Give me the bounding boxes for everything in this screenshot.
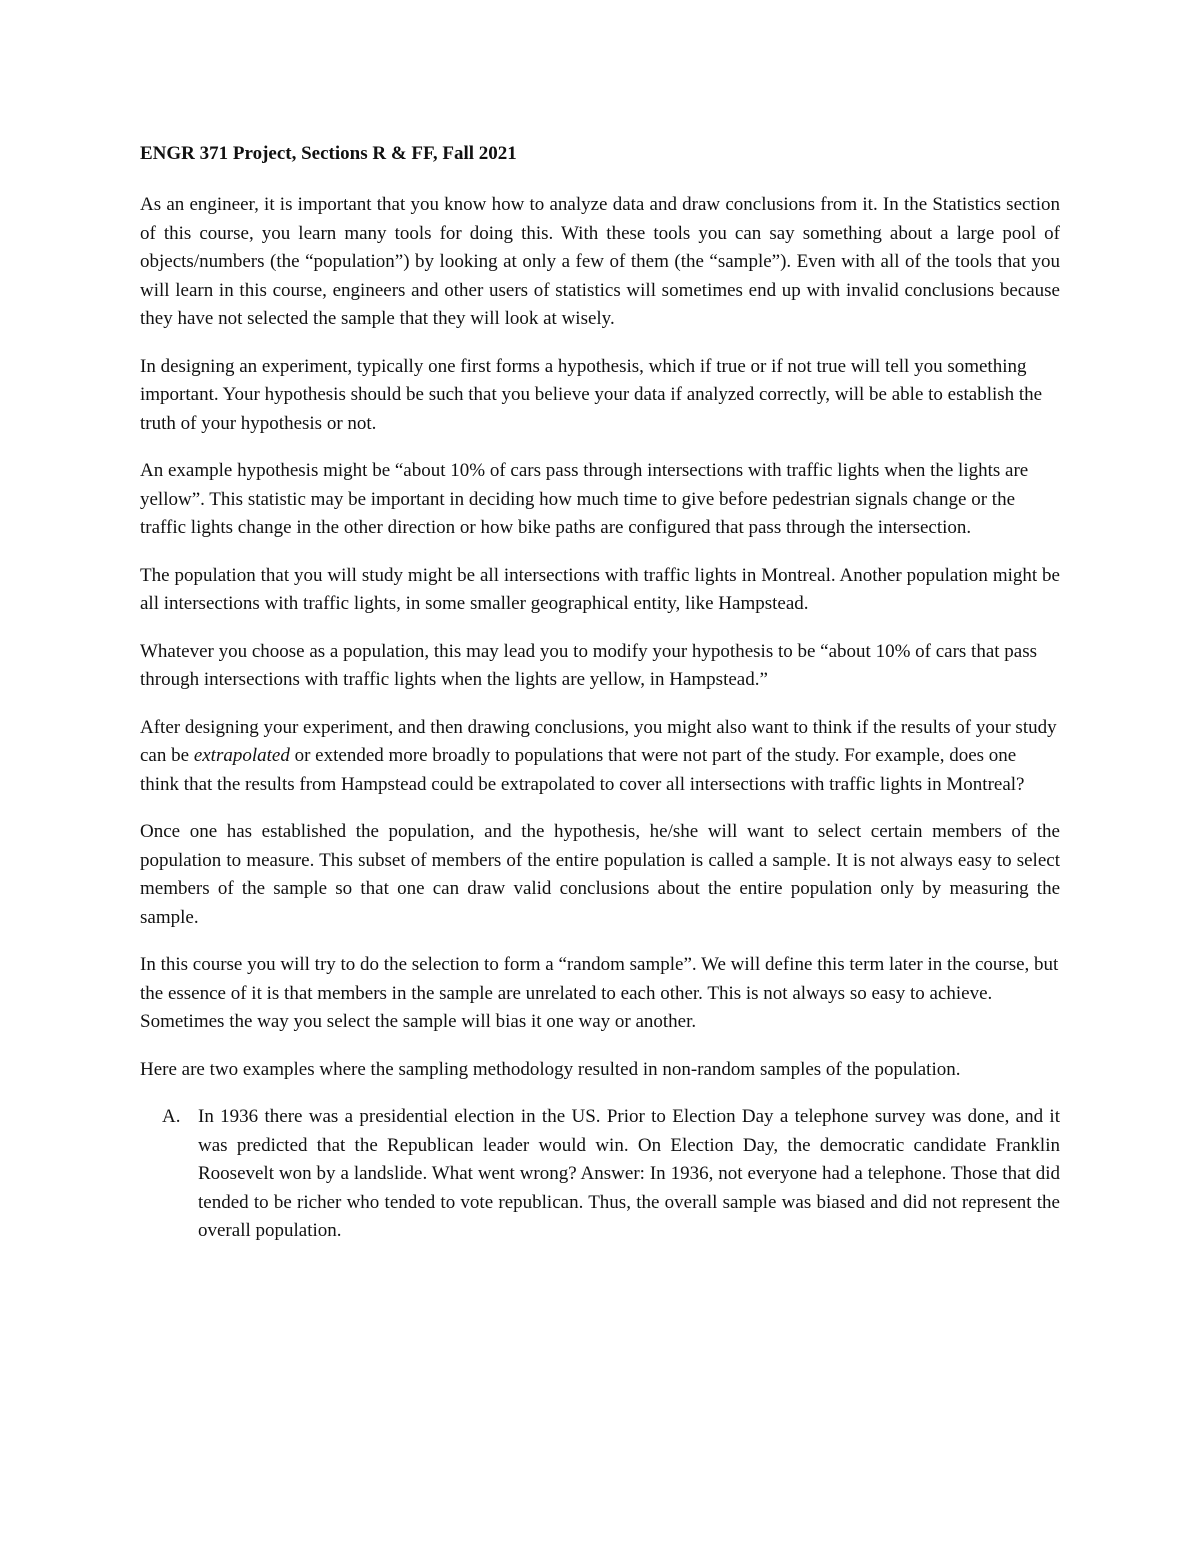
paragraph-sample: Once one has established the population, and the hypothesis, he/she will want to select certain members of the population to measure. This subset of members of the entire population is called a sample. It is not always easy to select members of the sample so that one can draw valid conclusions about the entire population only by measuring the sample. <box>140 821 1060 928</box>
list-marker: A. <box>162 1106 181 1127</box>
paragraph-extrapolation <box>140 714 1060 800</box>
paragraph-example-hypothesis: An example hypothesis might be “about 10% of cars pass through intersections with traffic lights when the lights are yellow”. This statistic may be important in deciding how much time to give before pedestrian signals change or the traffic lights change in the other direction or how bike paths are configured that pass through the intersection. <box>140 460 1029 538</box>
paragraph-modify-hypothesis: Whatever you choose as a population, this may lead you to modify your hypothesis to be “about 10% of cars that pass through intersections with traffic lights when the lights are yellow, in Hampstead.” <box>140 640 1038 690</box>
paragraph-hypothesis: In designing an experiment, typically one first forms a hypothesis, which if true or if not true will tell you something important. Your hypothesis should be such that you believe your data if analyzed correctly, will be able to establish the truth of your hypothesis or not. <box>140 355 1043 434</box>
document-title: ENGR 371 Project, Sections R & FF, Fall 2021 <box>140 143 517 164</box>
examples-list-wrapper <box>140 1103 1060 1246</box>
extrapolation-text-after: or extended more broadly to populations that were not part of the study. For example, does one think that the results from Hampstead could be extrapolated to cover all intersections with traffic lights in Montreal? <box>140 745 1025 795</box>
paragraph-examples-intro: Here are two examples where the sampling methodology resulted in non-random samples of the population. <box>140 1058 961 1080</box>
paragraph-random-sample: In this course you will try to do the selection to form a “random sample”. We will define this term later in the course, but the essence of it is that members in the sample are unrelated to each other. This is not always so easy to achieve. Sometimes the way you select the sample will bias it one way or another. <box>140 954 1059 1032</box>
paragraph-intro: As an engineer, it is important that you know how to analyze data and draw conclusions from it. In the Statistics section of this course, you learn many tools for doing this. With these tools you can say something about a large pool of objects/numbers (the “population”) by looking at only a few of them (the “sample”). Even with all of the tools that you will learn in this course, engineers and other users of statistics will sometimes end up with invalid conclusions because they have not selected the sample that they will look at wisely. <box>140 194 1060 329</box>
list-item <box>162 1103 1060 1246</box>
list-item-text: In 1936 there was a presidential election in the US. Prior to Election Day a telephone survey was done, and it was predicted that the Republican leader would win. On Election Day, the democratic candidate Franklin Roosevelt won by a landslide. What went wrong? Answer: In 1936, not everyone had a telephone. Those that did tended to be richer who tended to vote republican. Thus, the overall sample was biased and did not represent the overall population. <box>198 1106 1060 1241</box>
paragraph-population: The population that you will study might be all intersections with traffic lights in Montreal. Another population might be all intersections with traffic lights, in some smaller geographical entity, like Hampstead. <box>140 564 1060 614</box>
extrapolated-emphasis: extrapolated <box>193 745 290 766</box>
examples-list <box>162 1103 1060 1246</box>
extrapolation-text-before: After designing your experiment, and then drawing conclusions, you might also want to think if the results of your study can be <box>140 716 1057 766</box>
